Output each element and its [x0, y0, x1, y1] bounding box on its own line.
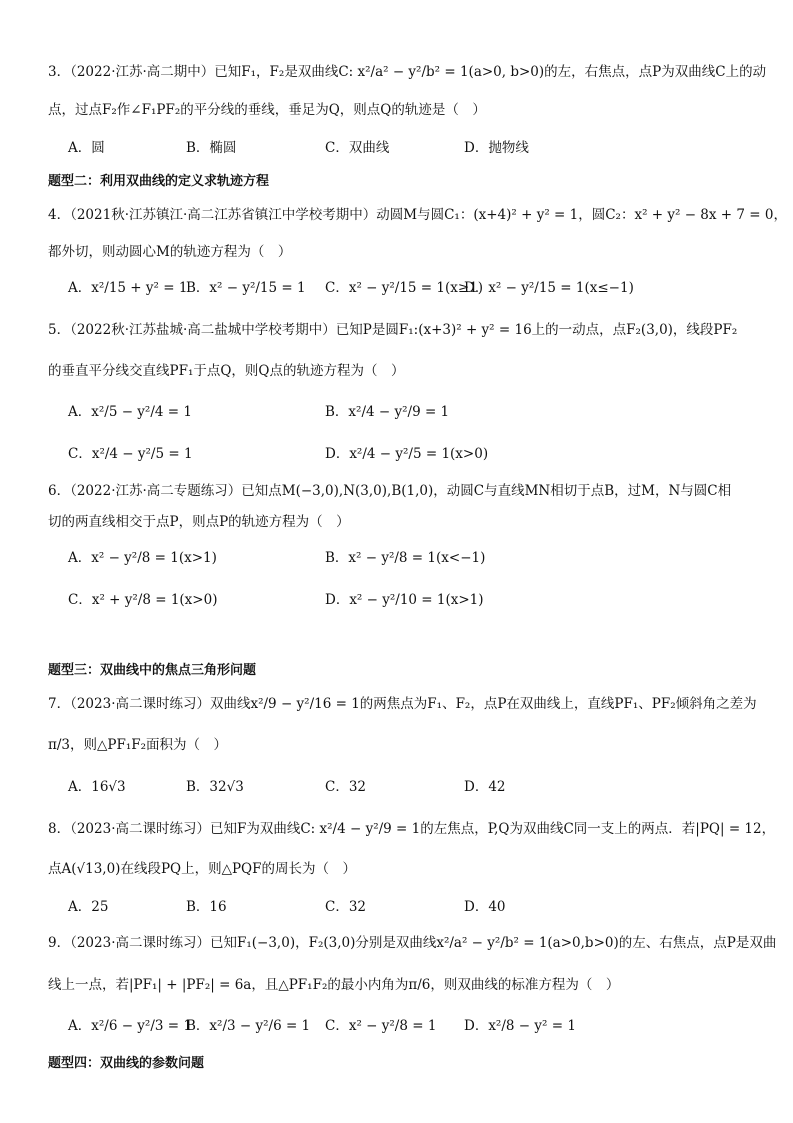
q4-line2: 都外切，则动圆心M的轨迹方程为（ ）: [48, 244, 292, 260]
q3-line2: 点，过点F₂作∠F₁PF₂的平分线的垂线，垂足为Q，则点Q的轨迹是（ ）: [48, 102, 486, 118]
section-2-heading: 题型二：利用双曲线的定义求轨迹方程: [48, 174, 270, 189]
q3-line1: 3．（2022·江苏·高二期中）已知F₁，F₂是双曲线C: x²/a² − y²/b² = 1(a>0, b>0)的左，右焦点，点P为双曲线C上的动: [48, 64, 767, 80]
q7-option-b[interactable]: B．32√3: [186, 779, 244, 795]
q3-option-c[interactable]: C．双曲线: [325, 140, 390, 156]
q9-option-a[interactable]: A．x²/6 − y²/3 = 1: [68, 1018, 192, 1034]
q6-option-d[interactable]: D．x² − y²/10 = 1(x>1): [325, 592, 484, 608]
q8-line1: 8．（2023·高二课时练习）已知F为双曲线C: x²/4 − y²/9 = 1的左焦点，P,Q为双曲线C同一支上的两点．若|PQ| = 12，: [48, 821, 776, 837]
q6-option-c[interactable]: C．x² + y²/8 = 1(x>0): [68, 592, 218, 608]
q8-option-a[interactable]: A．25: [68, 899, 109, 915]
q4-option-b[interactable]: B．x² − y²/15 = 1: [186, 280, 306, 296]
q3-option-d[interactable]: D．抛物线: [464, 140, 529, 156]
q8-line2: 点A(√13,0)在线段PQ上，则△PQF的周长为（ ）: [48, 861, 356, 877]
q7-option-c[interactable]: C．32: [325, 779, 367, 795]
q8-option-d[interactable]: D．40: [464, 899, 506, 915]
q4-option-a[interactable]: A．x²/15 + y² = 1: [68, 280, 188, 296]
q7-line2: π/3，则△PF₁F₂面积为（ ）: [48, 737, 228, 753]
q6-line2: 切的两直线相交于点P，则点P的轨迹方程为（ ）: [48, 514, 350, 530]
q4-option-d[interactable]: D．x² − y²/15 = 1(x≤−1): [464, 280, 634, 296]
q9-option-c[interactable]: C．x² − y²/8 = 1: [325, 1018, 437, 1034]
q9-line2: 线上一点，若|PF₁| + |PF₂| = 6a，且△PF₁F₂的最小内角为π/6，则双曲线的标准方程为（ ）: [48, 977, 620, 993]
q7-option-d[interactable]: D．42: [464, 779, 506, 795]
q5-line2: 的垂直平分线交直线PF₁于点Q，则Q点的轨迹方程为（ ）: [48, 363, 405, 379]
q9-line1: 9．（2023·高二课时练习）已知F₁(−3,0)，F₂(3,0)分别是双曲线x²/a² − y²/b² = 1(a>0,b>0)的左、右焦点，点P是双曲: [48, 935, 777, 951]
q3-option-a[interactable]: A．圆: [68, 140, 105, 156]
q5-option-d[interactable]: D．x²/4 − y²/5 = 1(x>0): [325, 446, 489, 462]
q4-line1: 4．（2021秋·江苏镇江·高二江苏省镇江中学校考期中）动圆M与圆C₁：(x+4)² + y² = 1，圆C₂：x² + y² − 8x + 7 = 0，: [48, 207, 787, 223]
q5-option-a[interactable]: A．x²/5 − y²/4 = 1: [68, 404, 192, 420]
q6-option-a[interactable]: A．x² − y²/8 = 1(x>1): [68, 550, 217, 566]
q6-line1: 6．（2022·江苏·高二专题练习）已知点M(−3,0),N(3,0),B(1,0)，动圆C与直线MN相切于点B，过M，N与圆C相: [48, 483, 732, 499]
q9-option-b[interactable]: B．x²/3 − y²/6 = 1: [186, 1018, 311, 1034]
q7-option-a[interactable]: A．16√3: [68, 779, 126, 795]
q4-option-c[interactable]: C．x² − y²/15 = 1(x≥1): [325, 280, 484, 296]
q8-option-c[interactable]: C．32: [325, 899, 367, 915]
q9-option-d[interactable]: D．x²/8 − y² = 1: [464, 1018, 576, 1034]
section-3-heading: 题型三：双曲线中的焦点三角形问题: [48, 663, 257, 678]
q5-option-b[interactable]: B．x²/4 − y²/9 = 1: [325, 404, 450, 420]
q5-option-c[interactable]: C．x²/4 − y²/5 = 1: [68, 446, 193, 462]
q6-option-b[interactable]: B．x² − y²/8 = 1(x<−1): [325, 550, 486, 566]
section-4-heading: 题型四：双曲线的参数问题: [48, 1056, 205, 1071]
q8-option-b[interactable]: B．16: [186, 899, 227, 915]
q5-line1: 5．（2022秋·江苏盐城·高二盐城中学校考期中）已知P是圆F₁:(x+3)² + y² = 16上的一动点，点F₂(3,0)，线段PF₂: [48, 322, 738, 338]
q3-option-b[interactable]: B．椭圆: [186, 140, 237, 156]
q7-line1: 7．（2023·高二课时练习）双曲线x²/9 − y²/16 = 1的两焦点为F₁、F₂，点P在双曲线上，直线PF₁、PF₂倾斜角之差为: [48, 696, 757, 712]
